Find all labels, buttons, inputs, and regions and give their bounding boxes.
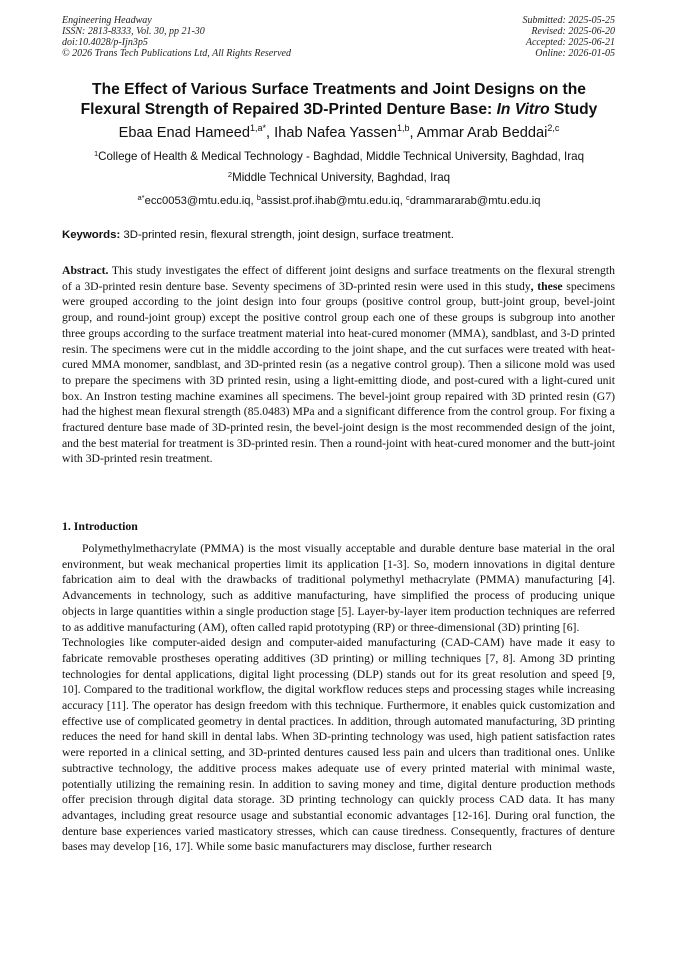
journal-name: Engineering Headway [62, 15, 152, 26]
keywords-text: 3D-printed resin, flexural strength, joint design, surface treatment. [120, 229, 454, 241]
author-superscript: 2,c [547, 123, 560, 133]
affiliation-text: College of Health & Medical Technology - Baghdad, Middle Technical University, Baghdad, Iraq [98, 150, 585, 163]
submitted-date: Submitted: 2025-05-25 [522, 15, 615, 26]
affiliation-2 [40, 171, 638, 185]
abstract-label: Abstract. [62, 264, 109, 277]
copyright-line: © 2026 Trans Tech Publications Ltd, All Rights Reserved [62, 48, 291, 59]
affiliation-marker: 2 [227, 170, 233, 179]
author-name: Ihab Nafea Yassen [274, 125, 397, 141]
email-link[interactable]: ecc0053@mtu.edu.iq, [144, 195, 257, 207]
publication-dates [523, 15, 616, 59]
author-superscript: 1,a* [250, 123, 267, 133]
author-name: Ammar Arab Beddai [416, 125, 548, 141]
doi-line: doi:10.4028/p-Ijn3p5 [62, 37, 148, 48]
title-line-1: The Effect of Various Surface Treatments and Joint Designs on the [92, 81, 586, 98]
author-superscript: 1,b [396, 123, 410, 133]
abstract-bold-fragment: , these [530, 279, 563, 293]
abstract [62, 263, 615, 467]
email-marker: a* [137, 193, 145, 202]
author-separator: , [409, 125, 417, 141]
paper-title [40, 80, 638, 120]
keywords-line [62, 228, 454, 242]
accepted-date: Accepted: 2025-06-21 [525, 37, 615, 48]
abstract-text-continued: specimens were grouped according to the joint design into four groups (positive control group, butt-joint group, bevel-joint group, and round-joint group) except the positive control group each one of these groups is subgroup into another three groups according to the surface treatment material into heat-cured monomer (MMA), sandblast, and 3-D printed resin. The specimens were cut in the middle according to the joint shape, and the cut surfaces were treated with heat-cured MMA monomer, sandblast, and 3D-printed resin (as a negative control group). Then a silicone mold was used to prepare the specimens with 3D printed resin, using a light-emitting diode, and post-cured with a light-cured unit box. An Instron testing machine examines all specimens. The bevel-joint group repaired with 3D printed resin (G7) had the highest mean flexural strength (85.0483) MPa and a significant difference from the control group. For fixing a fractured denture base made of 3D-printed resin, the bevel-joint design is the most recommended design of the joint, and the best material for treatment is 3D-printed resin. Then a round-joint with heat-cured monomer and the butt-joint with 3D-printed resin treatment. [62, 279, 615, 466]
author-emails [40, 194, 638, 208]
revised-date: Revised: 2025-06-20 [531, 26, 615, 37]
email-marker: b [256, 193, 261, 202]
email-link[interactable]: drammararab@mtu.edu.iq [409, 195, 541, 207]
issn-line: ISSN: 2813-8333, Vol. 30, pp 21-30 [62, 26, 205, 37]
affiliation-marker: 1 [93, 149, 99, 158]
author-name: Ebaa Enad Hameed [118, 125, 251, 141]
section-heading-introduction: 1. Introduction [62, 519, 138, 533]
journal-info [62, 15, 291, 59]
email-link[interactable]: assist.prof.ihab@mtu.edu.iq, [260, 195, 406, 207]
introduction-body [62, 541, 615, 953]
title-in-vitro: In Vitro [496, 101, 550, 118]
online-date: Online: 2026-01-05 [535, 48, 615, 59]
author-separator: , [266, 125, 275, 141]
author-list [40, 124, 638, 142]
intro-paragraph-2: Technologies like computer-aided design and computer-aided manufacturing (CAD-CAM) have made it easy to fabricate removable prostheses operating additives (3D printing) or milling techniques [7, 8]. Among 3D printing technologies for dental applications, digital light processing (DLP) stands out for its great resolution and speed [9, 10]. Compared to the traditional workflow, the digital workflow reduces steps and processing stages while increasing accuracy [11]. The operator has design freedom with this technique. Furthermore, it enables quick customization and effective use of complicated geometry in dental practices. In addition, through automated manufacturing, 3D printing reduces the need for hand skill in dental labs. When 3D-printing technology was used, high patient satisfaction rates were reported in a clinical setting, and 3D-printed dentures caused less pain and ulcers than traditional ones. Unlike subtractive technology, the additive process makes adequate use of every printed material with minimal waste, potentially utilizing the remaining resin. In addition to saving money and time, digital denture production methods offer precision through digital data storage. 3D printing technology can quickly process CAD data. It has many advantages, including great resource usage and substantial economic advantages [12-16]. During oral function, the denture base experiences varied masticatory stresses, which can cause tiredness. Consequently, fractures of denture bases may develop [16, 17]. While some basic manufacturers may disclose, further research [62, 636, 615, 854]
title-line-2-end: Study [549, 101, 598, 118]
affiliation-text: Middle Technical University, Baghdad, Iraq [232, 171, 451, 184]
title-line-2 [40, 100, 638, 120]
intro-paragraph-1: Polymethylmethacrylate (PMMA) is the most visually acceptable and durable denture base material in the oral environment, but weak mechanical properties limit its application [1-3]. So, modern innovations in digital denture fabrication aim to deal with the drawbacks of traditional polymethyl methacrylate (PMMA) manufacturing [4]. Advancements in technology, such as additive manufacturing, have simplified the process of producing unique objects in large quantities within a single production stage [5]. Layer-by-layer item production techniques are referred to as additive manufacturing (AM), often called rapid prototyping (RP) or three-dimensional (3D) printing [6]. [62, 542, 615, 634]
title-line-2-start: Flexural Strength of Repaired 3D-Printed Denture Base: [80, 101, 497, 118]
abstract-text: This study investigates the effect of different joint designs and surface treatments on the flexural strength of a 3D-printed resin denture base. Seventy specimens of 3D-printed resin were used in this study [62, 264, 615, 293]
keywords-label: Keywords: [62, 229, 121, 241]
email-marker: c [405, 193, 410, 202]
affiliation-1 [40, 150, 638, 164]
